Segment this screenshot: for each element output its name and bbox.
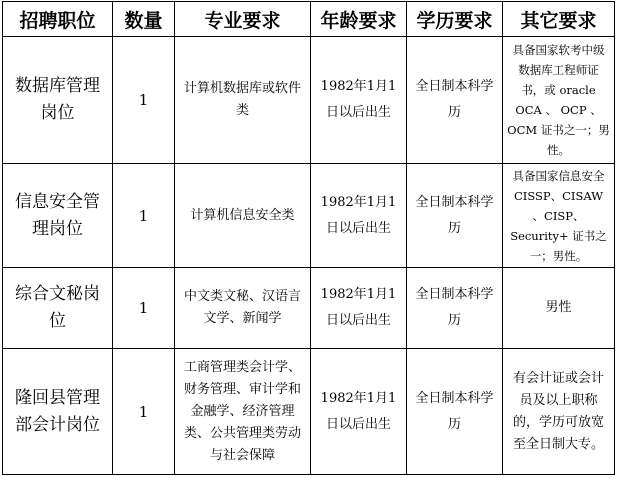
header-row	[3, 2, 615, 37]
cell-age: 1982年1月1日以后出生	[311, 37, 407, 164]
cell-other: 有会计证或会计员及以上职称的，学历可放宽至全日制大专。	[503, 349, 615, 475]
header-position: 招聘职位	[3, 2, 113, 37]
cell-major: 计算机信息安全类	[175, 164, 311, 268]
cell-count: 1	[113, 37, 175, 164]
cell-position: 综合文秘岗位	[3, 268, 113, 349]
cell-education: 全日制本科学历	[407, 349, 503, 475]
cell-education: 全日制本科学历	[407, 37, 503, 164]
cell-position: 数据库管理岗位	[3, 37, 113, 164]
cell-education: 全日制本科学历	[407, 268, 503, 349]
table-row	[3, 268, 615, 349]
cell-other: 具备国家软考中级数据库工程师证书，或 oracle OCA 、 OCP 、 OCM 证书之一；男性。	[503, 37, 615, 164]
recruitment-table	[2, 1, 615, 475]
cell-education: 全日制本科学历	[407, 164, 503, 268]
cell-major: 计算机数据库或软件类	[175, 37, 311, 164]
header-education: 学历要求	[407, 2, 503, 37]
cell-age: 1982年1月1日以后出生	[311, 164, 407, 268]
header-age: 年龄要求	[311, 2, 407, 37]
table-row	[3, 37, 615, 164]
cell-other: 具备国家信息安全 CISSP、CISAW 、CISP、Security+ 证书之一；男性。	[503, 164, 615, 268]
table-row	[3, 349, 615, 475]
cell-age: 1982年1月1日以后出生	[311, 349, 407, 475]
header-other: 其它要求	[503, 2, 615, 37]
cell-major: 工商管理类会计学、财务管理、审计学和金融学、经济管理类、公共管理类劳动与社会保障	[175, 349, 311, 475]
cell-count: 1	[113, 349, 175, 475]
header-count: 数量	[113, 2, 175, 37]
cell-other: 男性	[503, 268, 615, 349]
cell-age: 1982年1月1日以后出生	[311, 268, 407, 349]
header-major: 专业要求	[175, 2, 311, 37]
cell-position: 信息安全管理岗位	[3, 164, 113, 268]
cell-position: 隆回县管理部会计岗位	[3, 349, 113, 475]
table-row	[3, 164, 615, 268]
cell-count: 1	[113, 268, 175, 349]
cell-count: 1	[113, 164, 175, 268]
cell-major: 中文类文秘、汉语言文学、新闻学	[175, 268, 311, 349]
